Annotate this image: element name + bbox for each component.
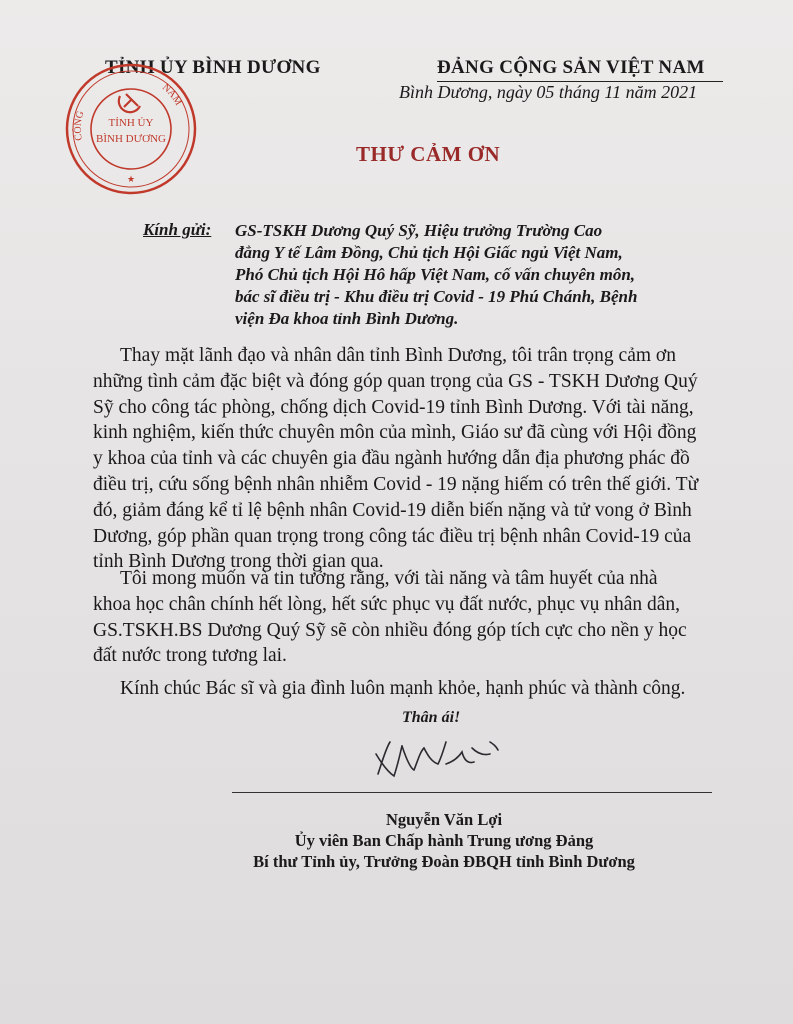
body-line: khoa học chân chính hết lòng, hết sức phục vụ đất nước, phục vụ nhân dân, — [93, 593, 681, 615]
letter-title: THƯ CẢM ƠN — [356, 142, 501, 166]
body-line: Dương, góp phần quan trọng trong công tác điều trị bệnh nhân Covid-19 của — [93, 525, 692, 547]
body-line: tỉnh Bình Dương trong thời gian qua. — [93, 551, 384, 573]
signer-title-2: Bí thư Tỉnh ủy, Trưởng Đoàn ĐBQH tỉnh Bình Dương — [253, 852, 635, 871]
recipient-block — [235, 220, 695, 330]
recipient-line: bác sĩ điều trị - Khu điều trị Covid - 19 Phú Chánh, Bệnh — [235, 287, 638, 306]
body-line: GS.TSKH.BS Dương Quý Sỹ sẽ còn nhiều đóng góp tích cực cho nền y học — [93, 619, 687, 641]
body-line: kinh nghiệm, kiến thức chuyên môn của mình, Giáo sư đã cùng với Hội đồng — [93, 422, 697, 444]
seal-arc-right: NAM — [160, 81, 184, 108]
paragraph-3: Kính chúc Bác sĩ và gia đình luôn mạnh khỏe, hạnh phúc và thành công. — [120, 678, 686, 699]
body-line: Tôi mong muốn và tin tưởng rằng, với tài năng và tâm huyết của nhà — [120, 568, 658, 589]
seal-line-1: TỈNH ỦY — [108, 117, 154, 129]
party-heading: ĐẢNG CỘNG SẢN VIỆT NAM — [437, 57, 705, 78]
body-line: đất nước trong tương lai. — [93, 645, 287, 667]
signer-name: Nguyễn Văn Lợi — [385, 810, 503, 829]
handwritten-signature-icon — [372, 734, 517, 782]
svg-text:★: ★ — [126, 174, 136, 184]
recipient-line: GS-TSKH Dương Quý Sỹ, Hiệu trưởng Trường Cao — [235, 221, 603, 240]
signer-title-1: Ủy viên Ban Chấp hành Trung ương Đảng — [294, 831, 594, 850]
signature-rule — [232, 792, 712, 793]
recipient-line: đẳng Y tế Lâm Đồng, Chủ tịch Hội Giấc ngủ Việt Nam, — [235, 243, 623, 262]
paragraph-2 — [93, 566, 687, 669]
body-line: Sỹ cho công tác phòng, chống dịch Covid-19 tỉnh Bình Dương. Với tài năng, — [93, 396, 694, 418]
body-line: Thay mặt lãnh đạo và nhân dân tỉnh Bình Dương, tôi trân trọng cảm ơn — [120, 345, 676, 366]
salutation: Thân ái! — [402, 709, 461, 726]
recipient-label: Kính gửi: — [143, 220, 212, 239]
seal-line-2: BÌNH DƯƠNG — [96, 133, 166, 145]
official-seal-icon — [62, 60, 200, 198]
body-line: những tình cảm đặc biệt và đóng góp quan trọng của GS - TSKH Dương Quý — [93, 370, 698, 392]
dateline: Bình Dương, ngày 05 tháng 11 năm 2021 — [399, 82, 698, 102]
seal-arc-left: CÔNG — [72, 109, 87, 142]
paragraph-1 — [93, 343, 699, 575]
recipient-line: Phó Chủ tịch Hội Hô hấp Việt Nam, cố vấn chuyên môn, — [235, 265, 636, 284]
recipient-line: viện Đa khoa tỉnh Bình Dương. — [235, 309, 459, 328]
body-line: điều trị, cứu sống bệnh nhân nhiễm Covid - 19 nặng hiếm có trên thế giới. Từ — [93, 473, 699, 495]
body-line: y khoa của tỉnh và các chuyên gia đầu ngành hướng dẫn địa phương phác đồ — [93, 448, 690, 470]
issuing-organization: TỈNH ỦY BÌNH DƯƠNG — [105, 57, 321, 78]
body-line: đó, giảm đáng kể tỉ lệ bệnh nhân Covid-19 diễn biến nặng và tử vong ở Bình — [93, 499, 692, 521]
